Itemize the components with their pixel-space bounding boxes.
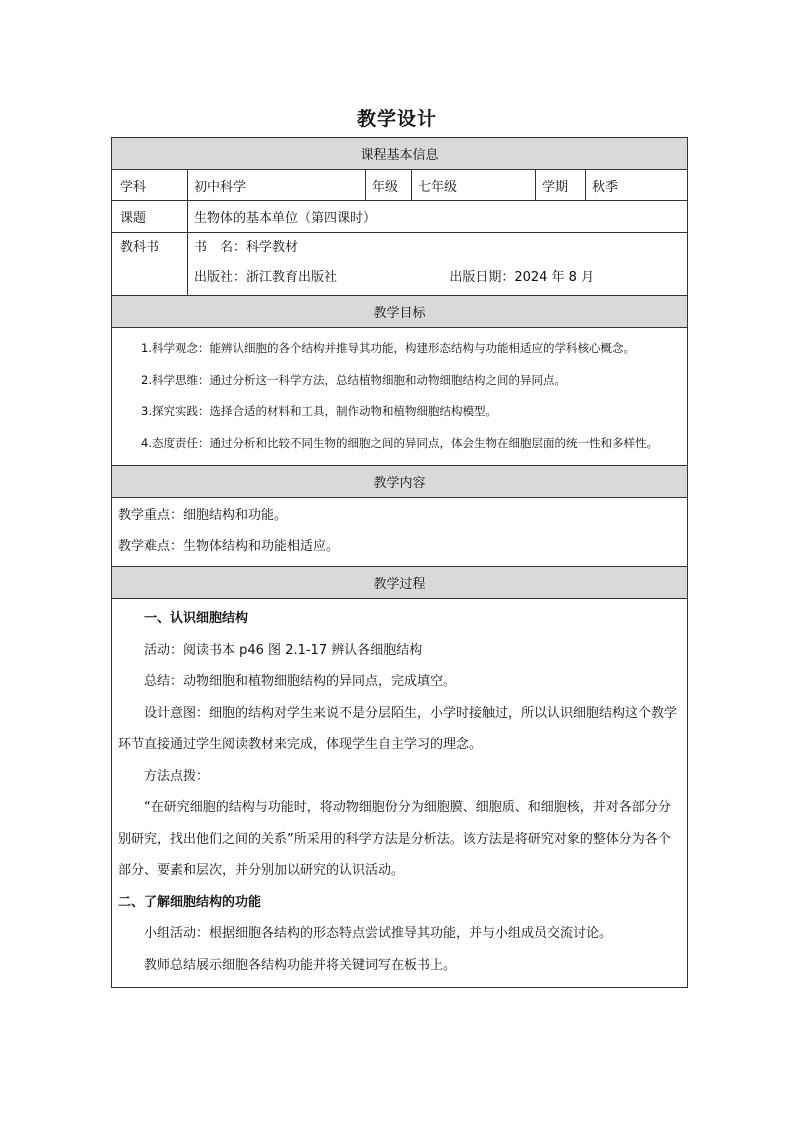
textbook-info — [188, 233, 688, 296]
publisher-line — [194, 263, 681, 293]
textbook-label-text: 教科书 — [120, 240, 160, 255]
term-value: 秋季 — [586, 170, 688, 201]
book-name-value: 科学教材 — [246, 240, 299, 255]
section-header-basic-info: 课程基本信息 — [112, 138, 688, 170]
section-header-objectives: 教学目标 — [112, 296, 688, 328]
objective-item-1: 1.科学观念：能辨认细胞的各个结构并推导其功能，构建形态结构与功能相适应的学科核心概念。 — [141, 341, 635, 355]
key-point: 教学重点：细胞结构和功能。 — [118, 508, 288, 523]
content-body — [112, 498, 688, 567]
book-name-label: 书 名： — [194, 240, 247, 255]
subject-label: 学科 — [112, 170, 188, 201]
process-activity: 活动：阅读书本 p46 图 2.1-17 辨认各细胞结构 — [144, 642, 423, 658]
publisher-value: 浙江教育出版社 — [246, 270, 338, 285]
term-label: 学期 — [536, 170, 586, 201]
process-teacher-summary: 教师总结展示细胞各结构功能并将关键词写在板书上。 — [144, 957, 457, 973]
topic-value: 生物体的基本单位（第四课时） — [188, 201, 688, 233]
document-title: 教学设计 — [356, 108, 437, 130]
process-section-1-title: 一、认识细胞结构 — [144, 611, 249, 626]
process-design-intent: 设计意图：细胞的结构对学生来说不是分层陌生，小学时接触过，所以认识细胞结构这个教学环节直接通过学生阅读教材来完成，体现学生自主学习的理念。 — [118, 705, 678, 752]
process-group-activity: 小组活动：根据细胞各结构的形态特点尝试推导其功能，并与小组成员交流讨论。 — [144, 926, 613, 941]
lesson-plan-table — [111, 137, 688, 988]
process-body — [112, 599, 688, 988]
textbook-label — [112, 233, 188, 296]
topic-label: 课题 — [112, 201, 188, 233]
objectives-body — [112, 328, 688, 466]
book-name-line — [194, 233, 681, 263]
difficulty-point: 教学难点：生物体结构和功能相适应。 — [118, 539, 340, 554]
grade-value: 七年级 — [412, 170, 536, 201]
objective-item-4: 4.态度责任：通过分析和比较不同生物的细胞之间的异同点，体会生物在细胞层面的统一性和多样性。 — [141, 435, 658, 450]
section-header-process: 教学过程 — [112, 567, 688, 599]
process-method-text: “在研究细胞的结构与功能时，将动物细胞份分为细胞膜、细胞质、和细胞核，并对各部分分别研究，找出他们之间的关系”所采用的科学方法是分析法。该方法是将研究对象的整体分为各个部分、要素和层次，并分别加以研究的认识活动。 — [118, 800, 671, 878]
process-method-label: 方法点拨： — [144, 768, 210, 784]
subject-value: 初中科学 — [188, 170, 366, 201]
objective-item-3: 3.探究实践：选择合适的材料和工具，制作动物和植物细胞结构模型。 — [141, 404, 497, 418]
publisher-label: 出版社： — [194, 270, 247, 285]
process-summary: 总结：动物细胞和植物细胞结构的异同点，完成填空。 — [144, 674, 457, 689]
pub-date-value: 2024 年 8 月 — [514, 270, 595, 285]
objective-item-2: 2.科学思维：通过分析这一科学方法，总结植物细胞和动物细胞结构之间的异同点。 — [141, 372, 566, 387]
grade-label: 年级 — [366, 170, 412, 201]
process-section-2-title: 二、了解细胞结构的功能 — [118, 894, 262, 910]
section-header-content: 教学内容 — [112, 466, 688, 498]
pub-date-label: 出版日期： — [449, 270, 515, 285]
